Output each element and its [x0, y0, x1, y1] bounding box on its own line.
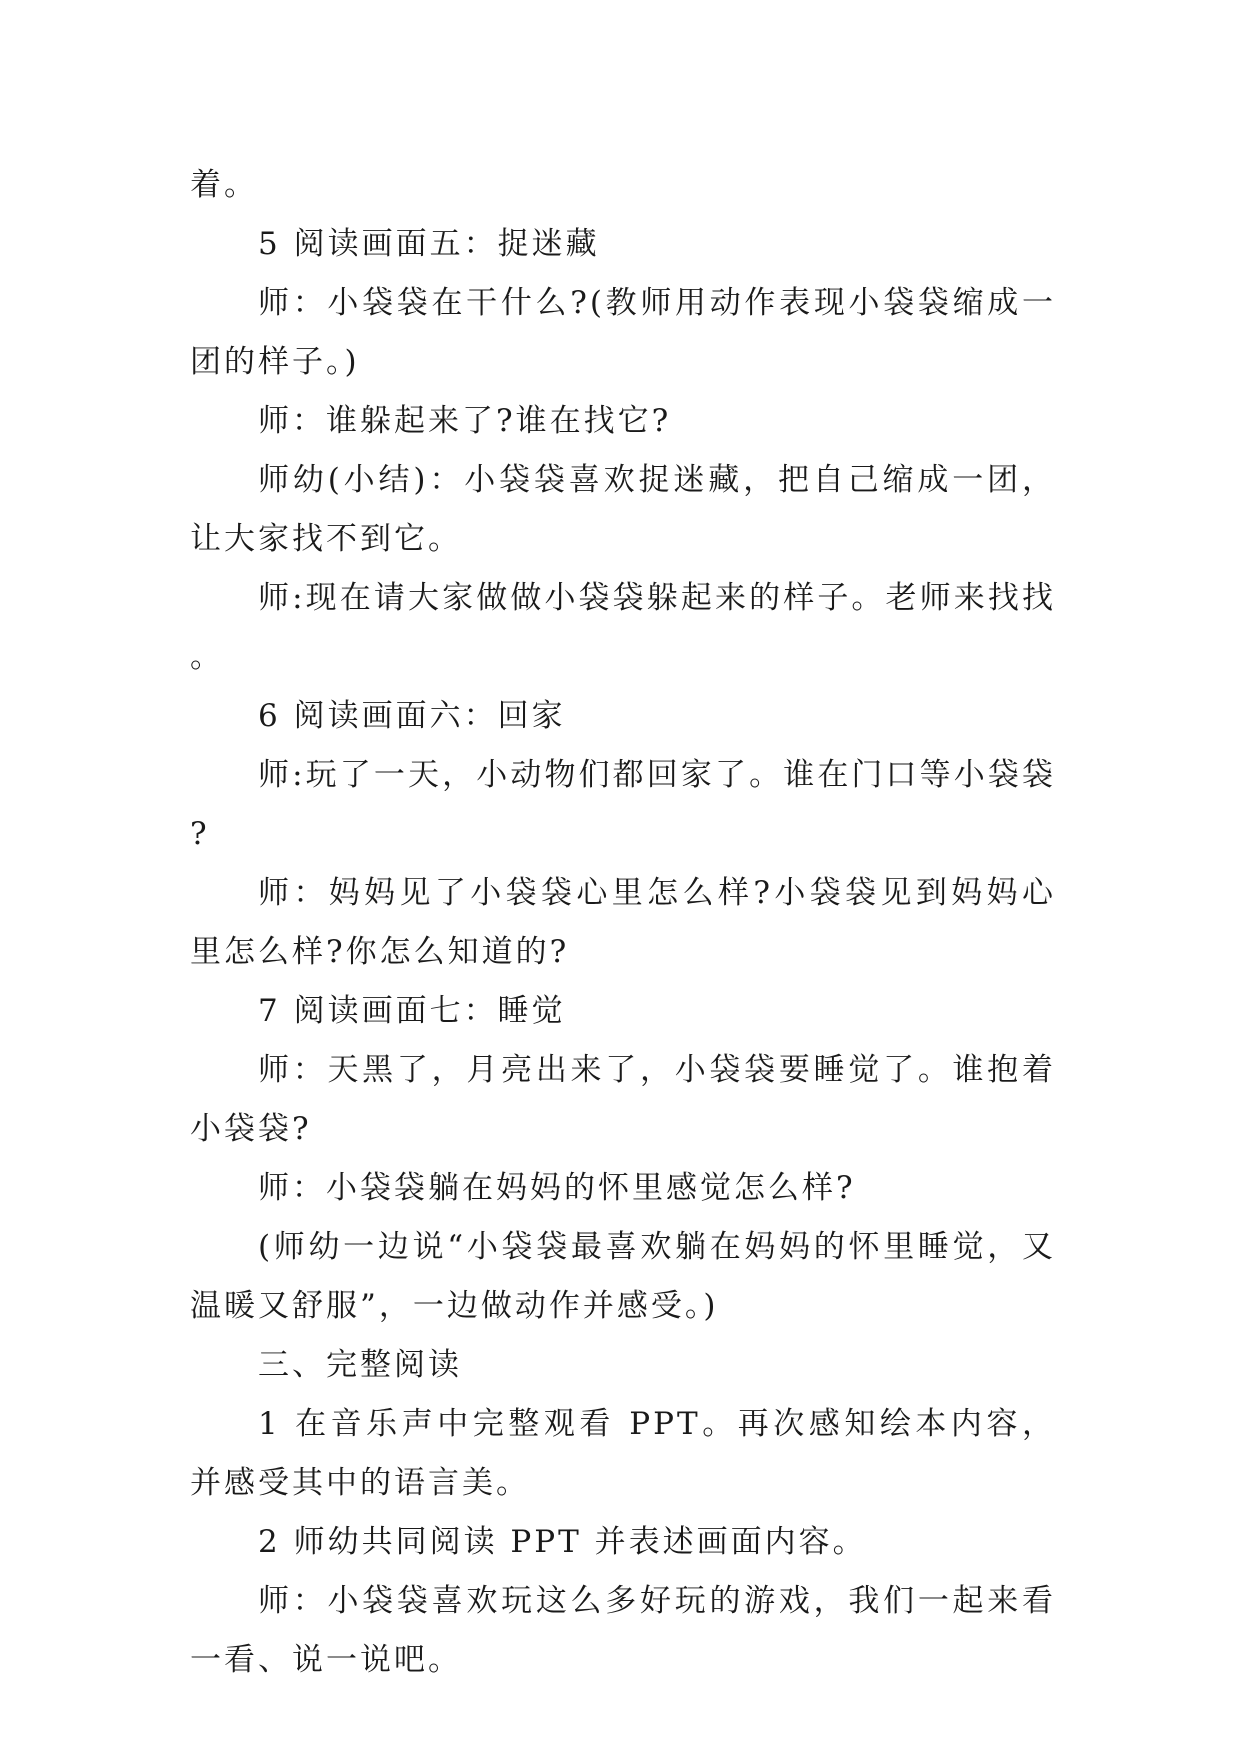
paragraph: 师：妈妈见了小袋袋心里怎么样?小袋袋见到妈妈心里怎么样?你怎么知道的? — [190, 875, 1056, 970]
paragraph: 师:现在请大家做做小袋袋躲起来的样子。老师来找找。 — [190, 580, 1056, 675]
document-body — [190, 156, 1056, 1690]
paragraph: 师：小袋袋躺在妈妈的怀里感觉怎么样? — [258, 1170, 856, 1206]
paragraph: 师：谁躲起来了?谁在找它? — [258, 403, 672, 439]
section-heading-scene-five: 5 阅读画面五：捉迷藏 — [258, 226, 600, 262]
section-heading-scene-six: 6 阅读画面六：回家 — [258, 698, 566, 734]
paragraph: 师幼(小结)：小袋袋喜欢捉迷藏，把自己缩成一团，让大家找不到它。 — [190, 462, 1056, 557]
paragraph: 1 在音乐声中完整观看 PPT。再次感知绘本内容，并感受其中的语言美。 — [190, 1406, 1056, 1501]
section-heading-complete-reading: 三、完整阅读 — [258, 1347, 462, 1383]
paragraph: 师：小袋袋喜欢玩这么多好玩的游戏，我们一起来看一看、说一说吧。 — [190, 1583, 1056, 1678]
paragraph: (师幼一边说“小袋袋最喜欢躺在妈妈的怀里睡觉，又温暖又舒服”，一边做动作并感受。) — [190, 1229, 1056, 1324]
paragraph: 师：天黑了，月亮出来了，小袋袋要睡觉了。谁抱着小袋袋? — [190, 1052, 1056, 1147]
paragraph: 师:玩了一天，小动物们都回家了。谁在门口等小袋袋? — [190, 757, 1056, 852]
paragraph: 师：小袋袋在干什么?(教师用动作表现小袋袋缩成一团的样子。) — [190, 285, 1056, 380]
section-heading-scene-seven: 7 阅读画面七：睡觉 — [258, 993, 566, 1029]
paragraph-continuation: 着。 — [190, 167, 258, 203]
paragraph: 2 师幼共同阅读 PPT 并表述画面内容。 — [258, 1524, 867, 1560]
